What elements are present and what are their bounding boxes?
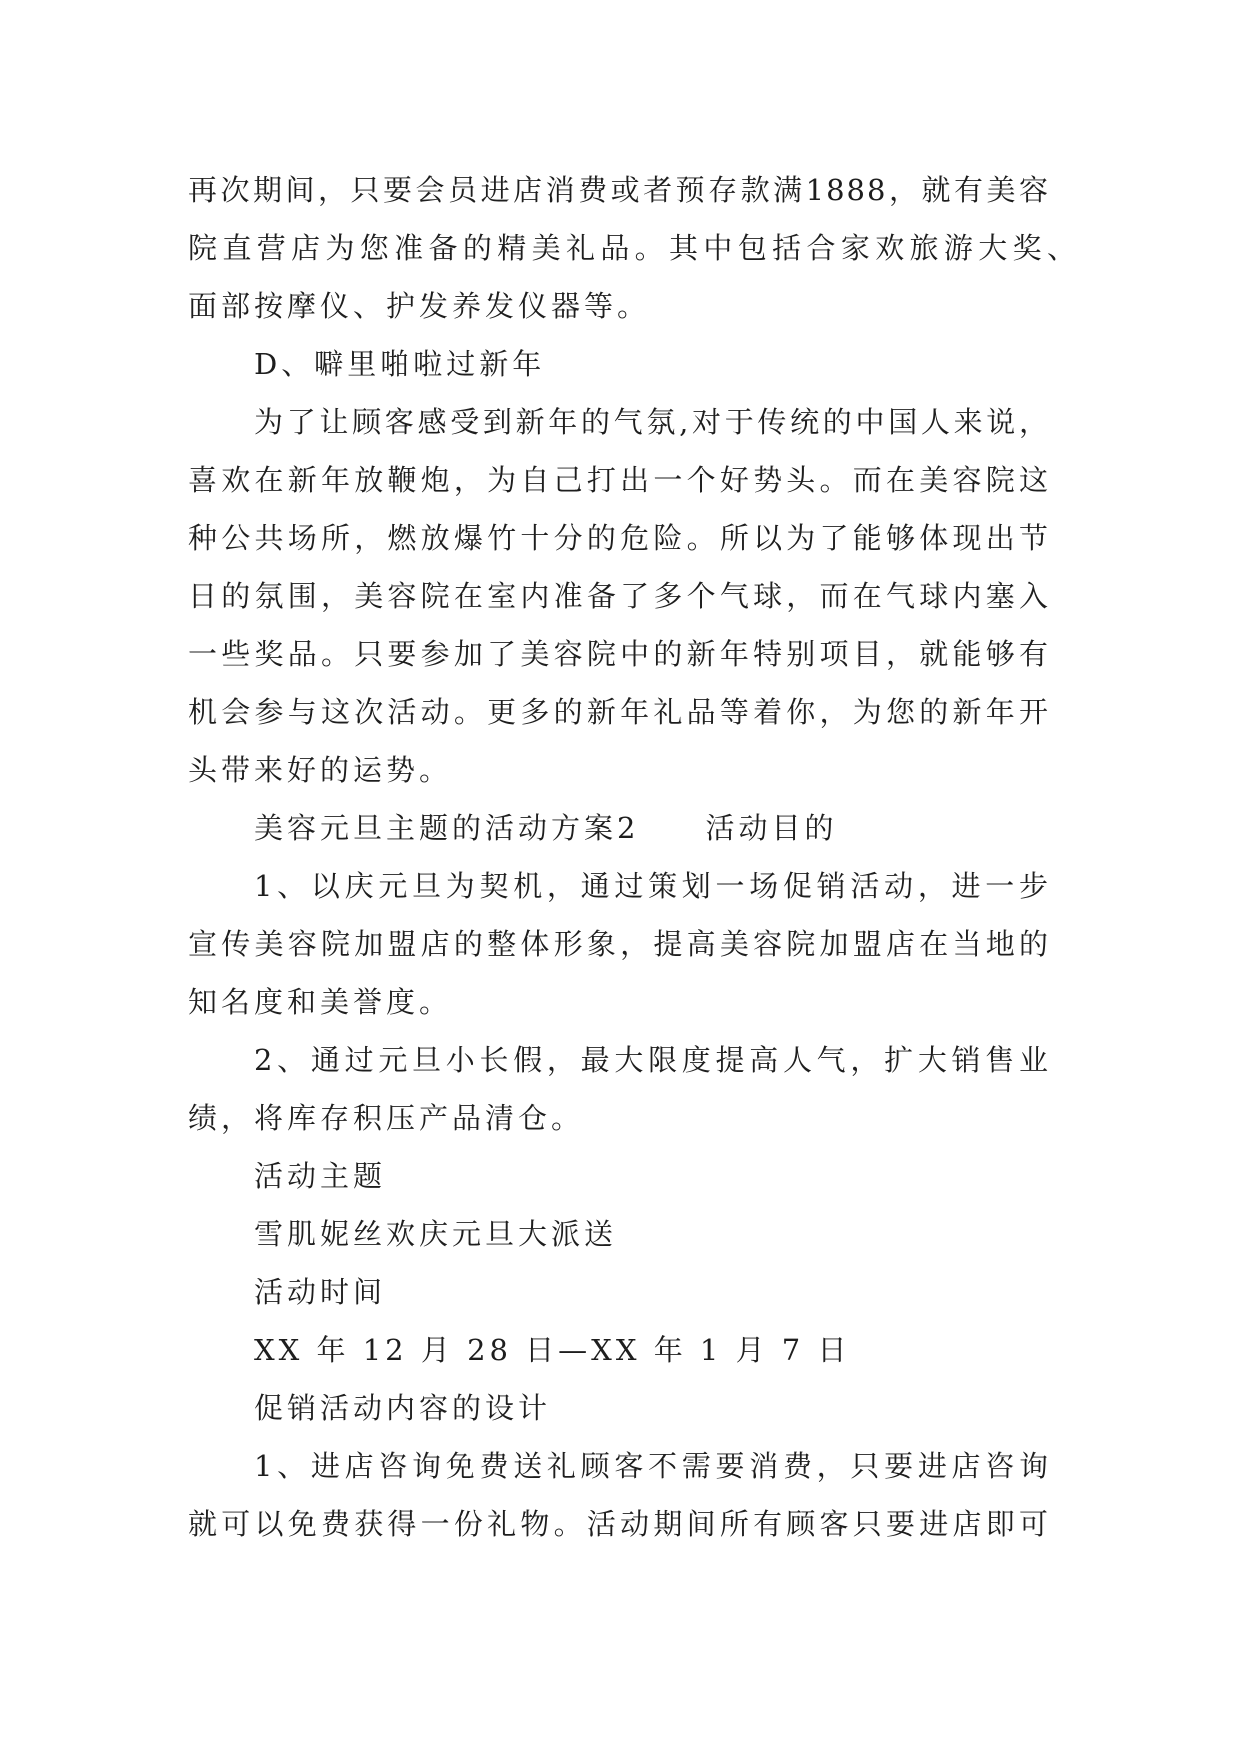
text-line: 喜欢在新年放鞭炮，为自己打出一个好势头。而在美容院这 bbox=[188, 463, 1050, 497]
text-line: 宣传美容院加盟店的整体形象，提高美容院加盟店在当地的 bbox=[188, 927, 1050, 961]
text-line: 雪肌妮丝欢庆元旦大派送 bbox=[254, 1217, 618, 1251]
text-line: 种公共场所，燃放爆竹十分的危险。所以为了能够体现出节 bbox=[188, 521, 1050, 555]
section-heading: D、噼里啪啦过新年 bbox=[254, 347, 546, 381]
text-line: 知名度和美誉度。 bbox=[188, 985, 453, 1019]
text-line: 1、以庆元旦为契机，通过策划一场促销活动，进一步 bbox=[254, 869, 1050, 903]
section-heading: 促销活动内容的设计 bbox=[254, 1391, 552, 1425]
paragraph bbox=[188, 857, 1050, 1031]
text-line: 绩，将库存积压产品清仓。 bbox=[188, 1101, 585, 1135]
section-heading: 美容元旦主题的活动方案2 活动目的 bbox=[254, 811, 838, 845]
text-line: 机会参与这次活动。更多的新年礼品等着你，为您的新年开 bbox=[188, 695, 1050, 729]
paragraph bbox=[188, 1379, 1050, 1437]
paragraph bbox=[188, 1205, 1050, 1263]
text-line: 面部按摩仪、护发养发仪器等。 bbox=[188, 289, 651, 323]
text-line: 1、进店咨询免费送礼顾客不需要消费，只要进店咨询 bbox=[254, 1449, 1050, 1483]
text-line: 2、通过元旦小长假，最大限度提高人气，扩大销售业 bbox=[254, 1043, 1050, 1077]
text-line: XX 年 12 月 28 日—XX 年 1 月 7 日 bbox=[254, 1333, 851, 1367]
section-heading: 活动主题 bbox=[254, 1159, 387, 1193]
text-line: 日的氛围，美容院在室内准备了多个气球，而在气球内塞入 bbox=[188, 579, 1050, 613]
text-line: 院直营店为您准备的精美礼品。其中包括合家欢旅游大奖、 bbox=[188, 231, 1078, 265]
paragraph bbox=[188, 161, 1078, 335]
document-body bbox=[188, 161, 1078, 1553]
paragraph bbox=[188, 1321, 1050, 1379]
text-line: 再次期间，只要会员进店消费或者预存款满1888，就有美容 bbox=[188, 173, 1050, 207]
text-line: 为了让顾客感受到新年的气氛,对于传统的中国人来说， bbox=[254, 405, 1050, 439]
paragraph bbox=[188, 1147, 1050, 1205]
paragraph bbox=[188, 1263, 1050, 1321]
paragraph bbox=[188, 335, 1050, 393]
paragraph bbox=[188, 1031, 1050, 1147]
text-line: 就可以免费获得一份礼物。活动期间所有顾客只要进店即可 bbox=[188, 1507, 1050, 1541]
text-line: 头带来好的运势。 bbox=[188, 753, 453, 787]
paragraph bbox=[188, 393, 1050, 799]
paragraph bbox=[188, 799, 1050, 857]
text-line: 一些奖品。只要参加了美容院中的新年特别项目，就能够有 bbox=[188, 637, 1050, 671]
paragraph bbox=[188, 1437, 1050, 1553]
section-heading: 活动时间 bbox=[254, 1275, 387, 1309]
